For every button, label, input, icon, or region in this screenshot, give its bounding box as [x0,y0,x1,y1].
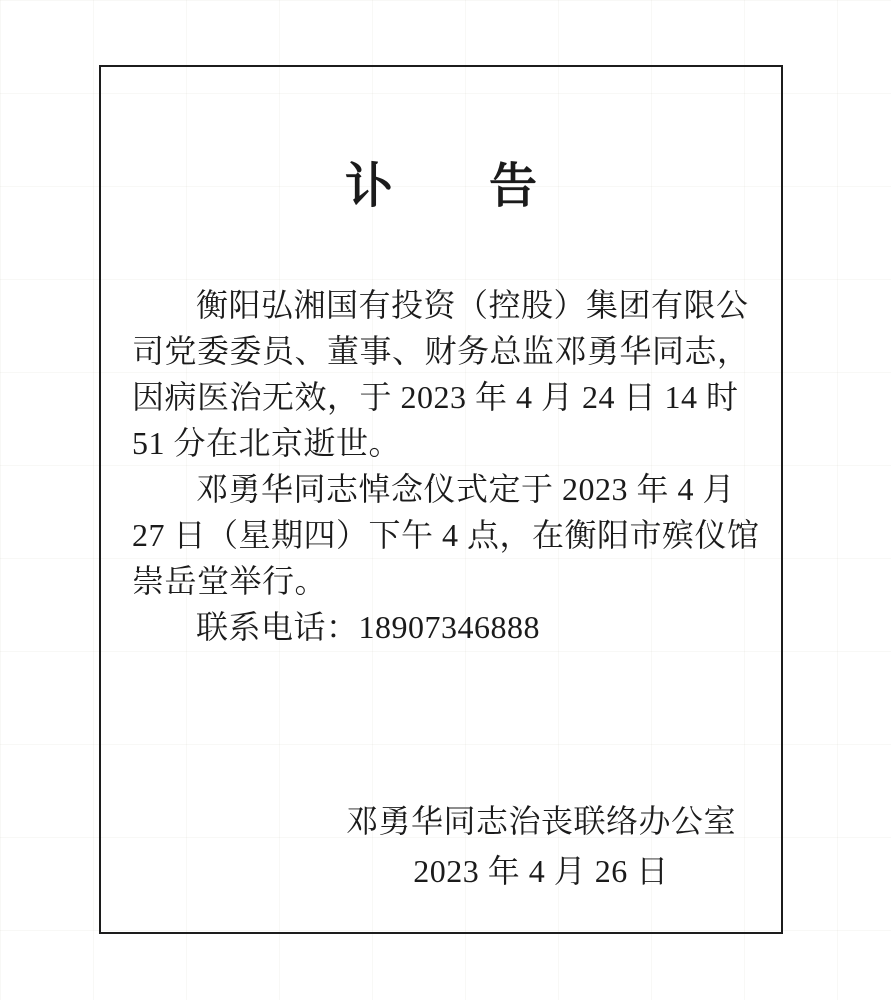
body-line: 衡阳弘湘国有投资（控股）集团有限公 [196,287,749,323]
notice-title: 讣 告 [344,160,537,213]
body-line: 司党委委员、董事、财务总监邓勇华同志， [132,333,750,369]
body-line: 因病医治无效，于 2023 年 4 月 24 日 14 时 [132,379,739,415]
contact-phone-line: 联系电话：18907346888 [196,609,541,645]
signature-office: 邓勇华同志治丧联络办公室 [345,803,736,839]
body-line: 51 分在北京逝世。 [132,425,402,461]
signature-date: 2023 年 4 月 26 日 [413,853,669,889]
notice-border-box [99,65,783,934]
body-line: 崇岳堂举行。 [132,563,328,599]
signature-block [346,796,736,896]
body-line: 邓勇华同志悼念仪式定于 2023 年 4 月 [196,471,736,507]
paragraph-death-announcement [132,282,750,466]
body-line: 27 日（星期四）下午 4 点，在衡阳市殡仪馆 [132,517,760,553]
paragraph-memorial-ceremony [132,466,760,604]
notice-body [132,282,760,896]
